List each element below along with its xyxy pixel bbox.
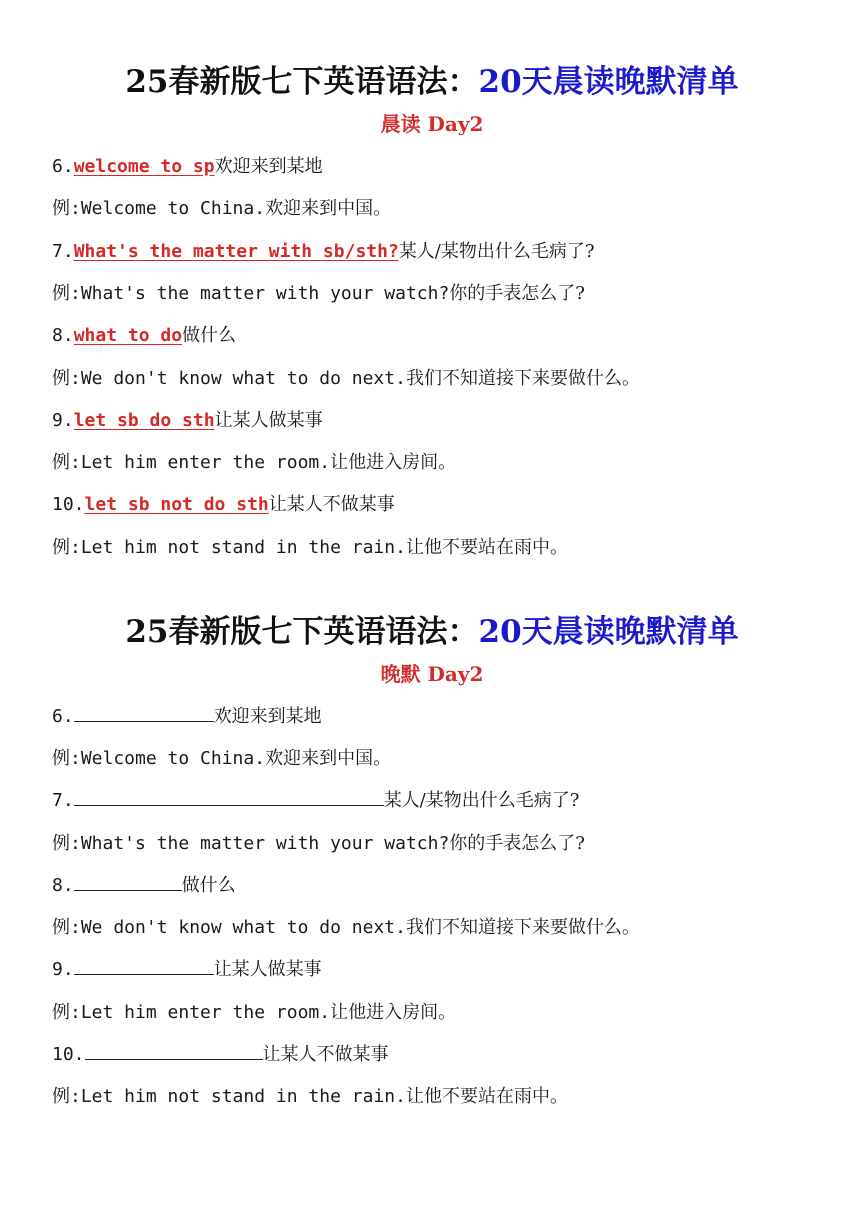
evening-example-10: [52, 1082, 568, 1108]
example-chinese: 让他不要站在雨中。: [405, 537, 568, 558]
morning-example-8: [52, 364, 640, 390]
evening-title-highlight: 20天晨读晚默清单: [478, 614, 739, 650]
example-english: 例:Welcome to China.: [52, 748, 266, 769]
key-phrase: let sb do sth: [73, 410, 215, 431]
example-chinese: 欢迎来到中国。: [265, 198, 392, 219]
example-english: 例:We don't know what to do next.: [52, 368, 406, 389]
key-phrase: What's the matter with sb/sth?: [73, 241, 399, 262]
item-meaning: 做什么: [181, 875, 236, 896]
example-chinese: 让他不要站在雨中。: [405, 1086, 568, 1107]
item-number: 8.: [52, 875, 74, 896]
item-number: 10.: [52, 1044, 85, 1065]
key-phrase: let sb not do sth: [84, 494, 269, 515]
fill-in-blank[interactable]: [85, 1041, 263, 1060]
item-meaning: 欢迎来到某地: [213, 706, 322, 727]
item-number: 6.: [52, 706, 74, 727]
example-english: 例:We don't know what to do next.: [52, 917, 406, 938]
item-meaning: 让某人做某事: [213, 959, 322, 980]
example-english: 例:Let him not stand in the rain.: [52, 1086, 406, 1107]
example-english: 例:What's the matter with your watch?: [52, 833, 450, 854]
example-chinese: 我们不知道接下来要做什么。: [405, 917, 640, 938]
evening-item-8: [52, 871, 236, 897]
morning-subtitle: 晨读 Day2: [380, 112, 484, 136]
example-chinese: 你的手表怎么了?: [449, 833, 585, 854]
morning-item-7: [52, 237, 595, 263]
example-english: 例:Welcome to China.: [52, 198, 266, 219]
example-english: 例:Let him enter the room.: [52, 1002, 331, 1023]
evening-item-6: [52, 702, 322, 728]
morning-example-7: [52, 279, 585, 305]
fill-in-blank[interactable]: [74, 956, 214, 975]
fill-in-blank[interactable]: [74, 787, 384, 806]
item-meaning: 某人/某物出什么毛病了?: [398, 241, 595, 262]
evening-example-6: [52, 744, 391, 770]
morning-item-9: [52, 406, 323, 432]
morning-title: [0, 56, 864, 101]
key-phrase: what to do: [73, 325, 183, 346]
morning-item-10: [52, 490, 395, 516]
evening-title: [0, 606, 864, 651]
example-english: 例:Let him not stand in the rain.: [52, 537, 406, 558]
morning-example-10: [52, 533, 568, 559]
item-number: 7.: [52, 790, 74, 811]
item-meaning: 某人/某物出什么毛病了?: [383, 790, 580, 811]
item-meaning: 欢迎来到某地: [214, 156, 323, 177]
evening-item-7: [52, 786, 579, 812]
evening-example-7: [52, 829, 585, 855]
item-number: 7.: [52, 241, 74, 262]
item-meaning: 让某人不做某事: [268, 494, 395, 515]
morning-example-6: [52, 194, 391, 220]
example-chinese: 我们不知道接下来要做什么。: [405, 368, 640, 389]
morning-title-main: 25春新版七下英语语法：: [125, 64, 479, 100]
example-chinese: 你的手表怎么了?: [449, 283, 585, 304]
example-english: 例:Let him enter the room.: [52, 452, 331, 473]
item-number: 9.: [52, 959, 74, 980]
fill-in-blank[interactable]: [74, 872, 182, 891]
item-meaning: 让某人不做某事: [262, 1044, 389, 1065]
key-phrase: welcome to sp: [73, 156, 215, 177]
evening-item-9: [52, 955, 322, 981]
example-chinese: 让他进入房间。: [330, 452, 457, 473]
item-number: 10.: [52, 494, 85, 515]
morning-item-8: [52, 321, 236, 347]
evening-subtitle: 晚默 Day2: [380, 662, 484, 686]
evening-example-9: [52, 998, 456, 1024]
evening-item-10: [52, 1040, 389, 1066]
item-number: 9.: [52, 410, 74, 431]
morning-example-9: [52, 448, 456, 474]
morning-item-6: [52, 152, 323, 178]
morning-title-highlight: 20天晨读晚默清单: [478, 64, 739, 100]
item-meaning: 做什么: [182, 325, 237, 346]
item-meaning: 让某人做某事: [214, 410, 323, 431]
example-chinese: 让他进入房间。: [330, 1002, 457, 1023]
evening-title-main: 25春新版七下英语语法：: [125, 614, 479, 650]
item-number: 6.: [52, 156, 74, 177]
example-english: 例:What's the matter with your watch?: [52, 283, 450, 304]
item-number: 8.: [52, 325, 74, 346]
evening-example-8: [52, 913, 640, 939]
fill-in-blank[interactable]: [74, 703, 214, 722]
example-chinese: 欢迎来到中国。: [265, 748, 392, 769]
